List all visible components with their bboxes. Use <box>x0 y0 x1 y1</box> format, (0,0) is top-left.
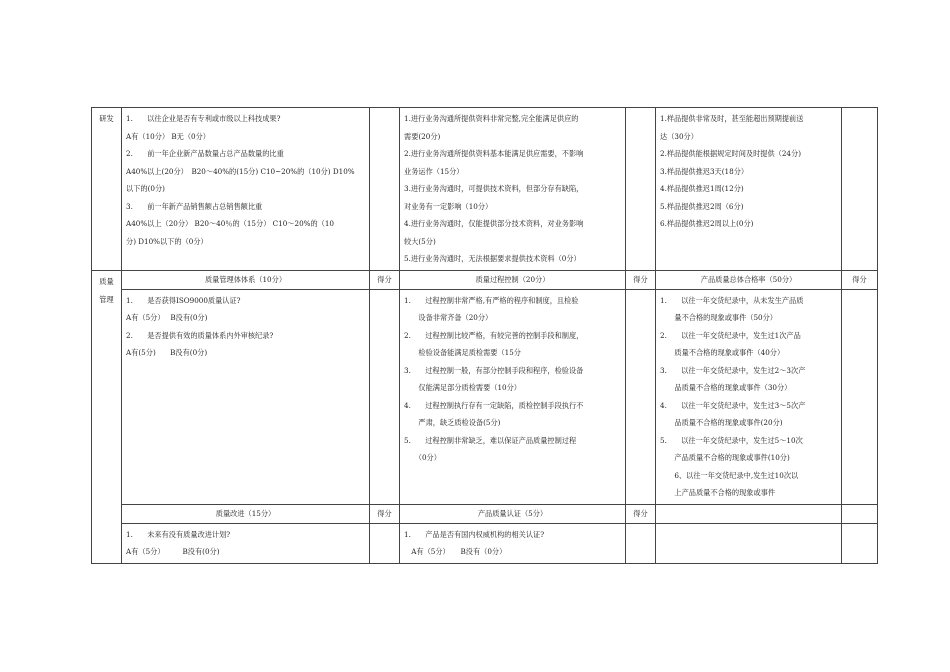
criteria-line: 1. 未来有没有质量改进计划? <box>126 529 231 539</box>
criteria-line: 2. 以往一年交货纪录中，发生过1次产品 <box>660 330 801 340</box>
criteria-line: 分) D10%以下的（0分） <box>126 236 208 246</box>
criteria-line: 3. 过程控制一般，有部分控制手段和程序，检验设备 <box>404 365 584 375</box>
quality-header-row <box>92 270 878 289</box>
certification-criteria <box>400 523 626 563</box>
criteria-line: A有（5分） B没有(0分) <box>126 547 220 556</box>
criteria-line: 设备非常齐备（20分） <box>404 313 493 322</box>
quality-score-cell-1[interactable] <box>370 289 400 504</box>
improvement-score-cell[interactable] <box>370 523 400 563</box>
criteria-line: 业务运作（15分） <box>404 166 464 176</box>
criteria-line: 4.进行业务沟通时，仅能提供部分技术资料，对业务影响 <box>404 219 584 228</box>
certification-score-cell[interactable] <box>626 523 656 563</box>
criteria-line: 产品质量不合格的现象或事件(10分) <box>660 453 790 462</box>
criteria-line: 5.进行业务沟通时，无法根据要求提供技术资料（0分） <box>404 254 581 263</box>
empty-header-cell <box>656 504 842 523</box>
rd-patent-products-criteria <box>122 108 370 271</box>
criteria-line: 5. 以往一年交货纪录中，发生过5～10次 <box>660 435 803 445</box>
criteria-line: A有（5分） B没有(0分) <box>126 313 208 322</box>
score-header: 得分 <box>842 270 878 289</box>
score-header: 得分 <box>626 270 656 289</box>
criteria-line: 1.进行业务沟通所提供资料非常完整,完全能满足供应的 <box>404 114 579 123</box>
quality-system-criteria <box>122 289 370 504</box>
rd-technical-docs-criteria <box>400 108 626 271</box>
score-header: 得分 <box>370 270 400 289</box>
criteria-line: 3. 以往一年交货纪录中，发生过2～3次产 <box>660 365 806 375</box>
quality-score-cell-3[interactable] <box>842 289 878 504</box>
criteria-line: 检验设备能满足质检需要（15分 <box>404 348 521 357</box>
criteria-line: 1. 过程控制非常严格,有严格的程序和制度，且检验 <box>404 295 579 305</box>
criteria-line: 4. 过程控制执行存有一定缺陷，质检控制手段执行不 <box>404 400 584 410</box>
rd-row <box>92 108 878 271</box>
empty-cell <box>656 523 842 563</box>
criteria-line: A40%以上（20分） B20～40％的（15分） C10～20%的（10 <box>126 219 334 228</box>
criteria-line: 5. 过程控制非常缺乏，难以保证产品质量控制过程 <box>404 435 577 445</box>
criteria-line: 以下的(0分) <box>126 184 165 193</box>
criteria-line: 达（30分） <box>660 131 698 141</box>
quality-improvement-header: 质量改进（15分） <box>122 504 370 523</box>
criteria-line: A有（10分） B无（0分） <box>126 131 210 141</box>
criteria-line: 品质量不合格的现象或事件（30分） <box>660 383 792 392</box>
category-label-line: 质量 <box>99 276 114 286</box>
criteria-line: 上产品质量不合格的现象或事件 <box>660 488 776 497</box>
empty-cell <box>842 523 878 563</box>
process-control-criteria <box>400 289 626 504</box>
criteria-line: 需要(20分) <box>404 131 441 141</box>
pass-rate-header: 产品质量总体合格率（50分） <box>656 270 842 289</box>
criteria-line: 2.进行业务沟通所提供资料基本能满足供应需要，不影响 <box>404 149 584 158</box>
criteria-line: 1. 是否获得ISO9000质量认证? <box>126 295 241 305</box>
score-header: 得分 <box>370 504 400 523</box>
quality-system-header: 质量管理体体系（10分） <box>122 270 370 289</box>
criteria-line: 1. 以往企业是否有专利或市级以上科技成果? <box>126 114 281 123</box>
rd-category-label: 研发 <box>92 108 122 271</box>
criteria-line: 6、以往一年交货纪录中,发生过10次以 <box>660 470 799 480</box>
improvement-content-row <box>92 523 878 563</box>
criteria-line: 1. 以往一年交货纪录中，从未发生产品质 <box>660 295 804 305</box>
process-control-header: 质量过程控制（20分） <box>400 270 626 289</box>
quality-content-row <box>92 289 878 504</box>
empty-header-cell <box>842 504 878 523</box>
criteria-line: 对业务有一定影响（10分） <box>404 201 493 211</box>
criteria-line: 3.样品提供推迟3天(18分） <box>660 166 749 176</box>
pass-rate-criteria <box>656 289 842 504</box>
improvement-header-row <box>92 504 878 523</box>
criteria-line: 4. 以往一年交货纪录中，发生过3～5次产 <box>660 400 806 410</box>
criteria-line: 2.样品提供能根据规定时间及时提供（24分) <box>660 149 801 158</box>
criteria-line: 6.样品提供推迟2周以上(0分) <box>660 219 754 228</box>
criteria-line: 2. 是否提供有效的质量体系内外审核纪录? <box>126 330 274 340</box>
criteria-line: 较大(5分) <box>404 236 436 246</box>
quality-category-label <box>92 270 122 563</box>
criteria-line: A40%以上(20分） B20～40%的(15分) C10~20%的（10分) D10% <box>126 166 355 176</box>
criteria-line: 2. 过程控制比较严格，有较完善的控制手段和制度， <box>404 330 584 340</box>
criteria-line: 4.样品提供推迟1周(12分) <box>660 184 744 193</box>
criteria-line: 2. 前一年企业新产品数量占总产品数量的比重 <box>126 149 284 158</box>
rd-score-cell-3[interactable] <box>842 108 878 271</box>
criteria-line: 3. 前一年新产品销售额占总销售额比重 <box>126 201 263 211</box>
evaluation-table <box>91 107 878 564</box>
criteria-line: 仅能满足部分质检需要（10分） <box>404 383 521 392</box>
score-header: 得分 <box>626 504 656 523</box>
criteria-line: 严肃，缺乏质检设备(5分) <box>404 418 501 427</box>
criteria-line: 5.样品提供推迟2周（6分) <box>660 201 744 211</box>
criteria-line: 量不合格的现象或事件（50分） <box>660 313 777 322</box>
quality-score-cell-2[interactable] <box>626 289 656 504</box>
criteria-line: A有（5分） B没有（0分） <box>404 547 507 556</box>
criteria-line: （0分） <box>404 453 441 462</box>
category-label-line: 管理 <box>99 294 114 304</box>
criteria-line: 1. 产品是否有国内权威机构的相关认证? <box>404 529 545 539</box>
criteria-line: 3.进行业务沟通时，可提供技术资料，但部分存有缺陷， <box>404 184 584 193</box>
criteria-line: 质量不合格的现象或事件（40分） <box>660 348 785 357</box>
criteria-line: A有(5分) B没有(0分) <box>126 348 208 357</box>
criteria-line: 1.样品提供非常及时，甚至能超出预期提前送 <box>660 114 804 123</box>
certification-header: 产品质量认证（5分） <box>400 504 626 523</box>
criteria-line: 品质量不合格的现象或事件(20分) <box>660 418 783 427</box>
rd-score-cell-1[interactable] <box>370 108 400 271</box>
rd-score-cell-2[interactable] <box>626 108 656 271</box>
rd-sample-delivery-criteria <box>656 108 842 271</box>
quality-improvement-criteria <box>122 523 370 563</box>
